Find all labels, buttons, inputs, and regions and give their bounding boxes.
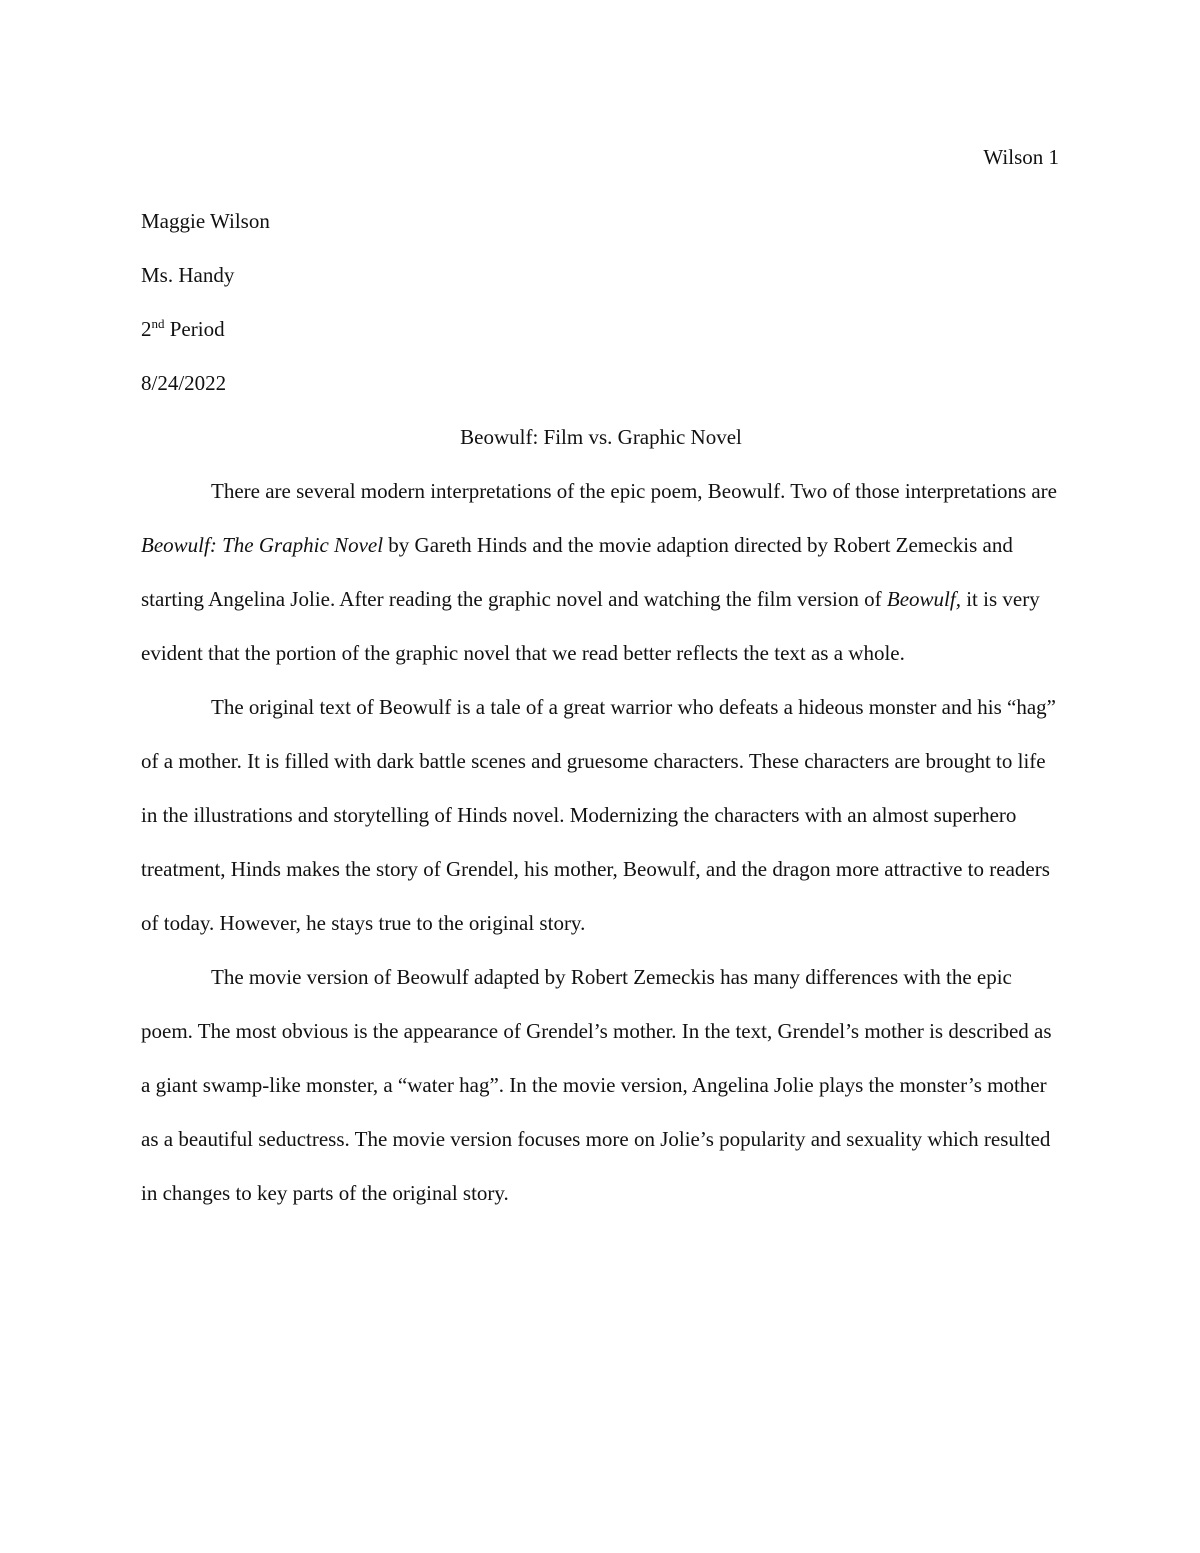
period-number: 2: [141, 317, 152, 341]
essay-title: Beowulf: Film vs. Graphic Novel: [460, 425, 742, 449]
paragraph-1: [141, 464, 1061, 680]
paragraph-1-text-a: There are several modern interpretations of the epic poem, Beowulf. Two of those interpretations are: [211, 479, 1057, 503]
film-title: Beowulf,: [886, 587, 961, 611]
graphic-novel-title: Beowulf: The Graphic Novel: [141, 533, 384, 557]
class-period: [141, 302, 1061, 356]
essay-date: 8/24/2022: [141, 371, 227, 395]
paragraph-1-text-c: by Gareth Hinds and the movie adaption directed by Robert Zemeckis and starting Angelina Jolie. After reading the graphic novel and watching the film version of: [141, 533, 1013, 611]
period-label: Period: [164, 317, 225, 341]
period-suffix: nd: [151, 316, 165, 331]
paragraph-2: The original text of Beowulf is a tale of a great warrior who defeats a hideous monster and his “hag” of a mother. It is filled with dark battle scenes and gruesome characters. These characters are brought to life in the illustrations and storytelling of Hinds novel. Modernizing the characters with an almost superhero treatment, Hinds makes the story of Grendel, his mother, Beowulf, and the dragon more attractive to readers of today. However, he stays true to the original story.: [141, 695, 1056, 935]
paragraph-3: The movie version of Beowulf adapted by Robert Zemeckis has many differences with the epic poem. The most obvious is the appearance of Grendel’s mother. In the text, Grendel’s mother is described as a giant swamp-like monster, a “water hag”. In the movie version, Angelina Jolie plays the monster’s mother as a beautiful seductress. The movie version focuses more on Jolie’s popularity and sexuality which resulted in changes to key parts of the original story.: [141, 965, 1052, 1205]
teacher-name: Ms. Handy: [141, 263, 235, 287]
author-name: Maggie Wilson: [141, 209, 270, 233]
page-header: Wilson 1: [983, 145, 1059, 169]
document-body: [141, 194, 1061, 1220]
paragraph-1-text-e: it is very evident that the portion of the graphic novel that we read better reflects the text as a whole.: [141, 587, 1040, 665]
